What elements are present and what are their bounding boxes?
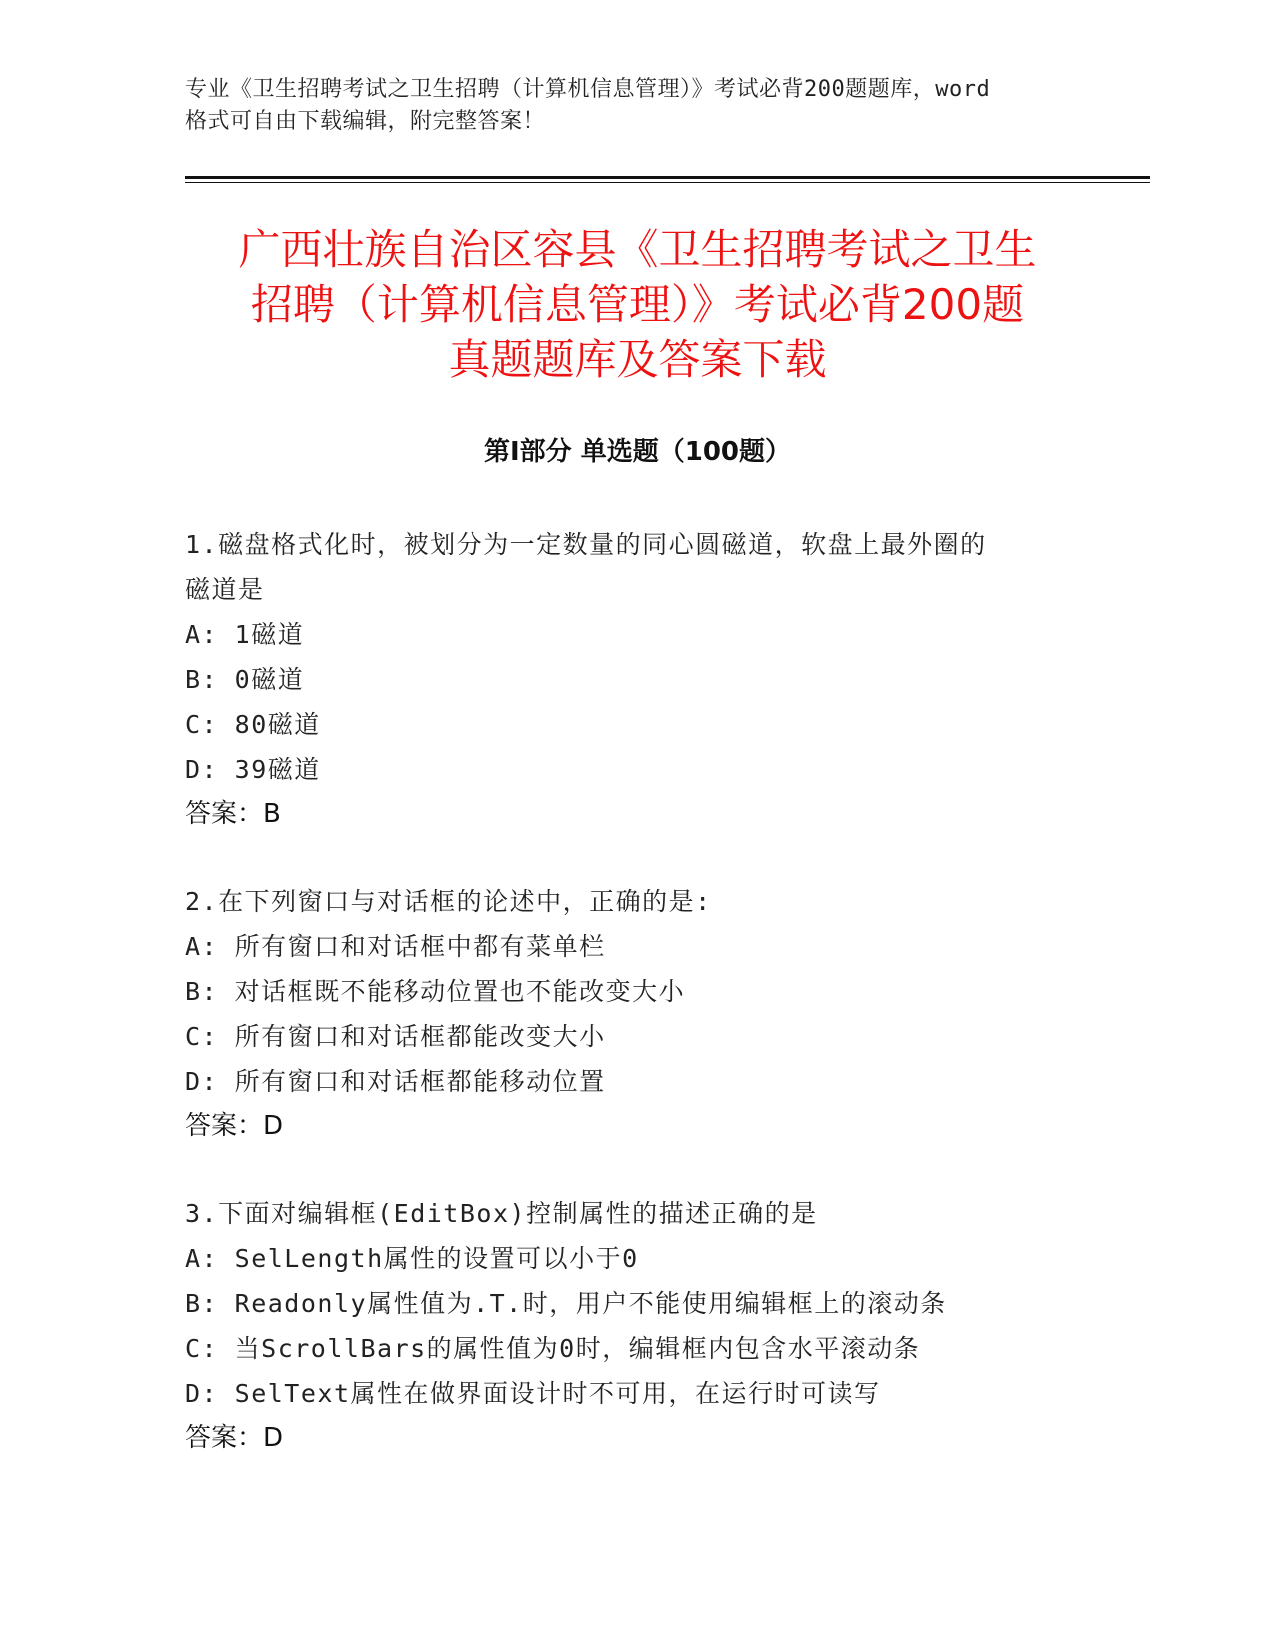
document-title-line-1: 广西壮族自治区容县《卫生招聘考试之卫生	[238, 225, 1037, 274]
header-note	[185, 74, 1095, 138]
question-list	[185, 522, 1090, 1503]
document-title	[185, 222, 1090, 387]
answer-label: 答案：D	[185, 1423, 284, 1453]
option-a: A: 所有窗口和对话框中都有菜单栏	[185, 932, 606, 961]
option-d: D: 所有窗口和对话框都能移动位置	[185, 1067, 606, 1096]
question-2	[185, 879, 1090, 1149]
answer-label: 答案：D	[185, 1111, 284, 1141]
document-title-line-2: 招聘（计算机信息管理）》考试必背200题	[250, 280, 1025, 329]
answer-label: 答案：B	[185, 799, 281, 829]
document-title-line-3: 真题题库及答案下载	[448, 335, 827, 384]
header-divider-thick	[185, 176, 1150, 179]
option-d: D: 39磁道	[185, 755, 321, 784]
question-stem-continued: 磁道是	[185, 575, 265, 604]
option-a: A: 1磁道	[185, 620, 305, 649]
header-note-line-1: 专业《卫生招聘考试之卫生招聘（计算机信息管理）》考试必背200题题库，word	[185, 77, 991, 102]
option-c: C: 当ScrollBars的属性值为0时，编辑框内包含水平滚动条	[185, 1334, 921, 1363]
question-3	[185, 1191, 1090, 1461]
option-c: C: 所有窗口和对话框都能改变大小	[185, 1022, 606, 1051]
option-b: B: Readonly属性值为.T.时，用户不能使用编辑框上的滚动条	[185, 1289, 947, 1318]
header-divider-thin	[185, 182, 1150, 183]
option-b: B: 对话框既不能移动位置也不能改变大小	[185, 977, 686, 1006]
question-1	[185, 522, 1090, 837]
section-heading: 第Ⅰ部分 单选题（100题）	[484, 437, 791, 467]
option-d: D: SelText属性在做界面设计时不可用，在运行时可读写	[185, 1379, 881, 1408]
question-stem: 1.磁盘格式化时，被划分为一定数量的同心圆磁道，软盘上最外圈的	[185, 530, 987, 559]
question-stem: 3.下面对编辑框(EditBox)控制属性的描述正确的是	[185, 1199, 818, 1228]
question-stem: 2.在下列窗口与对话框的论述中，正确的是:	[185, 887, 712, 916]
option-b: B: 0磁道	[185, 665, 305, 694]
header-note-line-2: 格式可自由下载编辑，附完整答案！	[185, 109, 546, 134]
option-a: A: SelLength属性的设置可以小于0	[185, 1244, 639, 1273]
option-c: C: 80磁道	[185, 710, 321, 739]
